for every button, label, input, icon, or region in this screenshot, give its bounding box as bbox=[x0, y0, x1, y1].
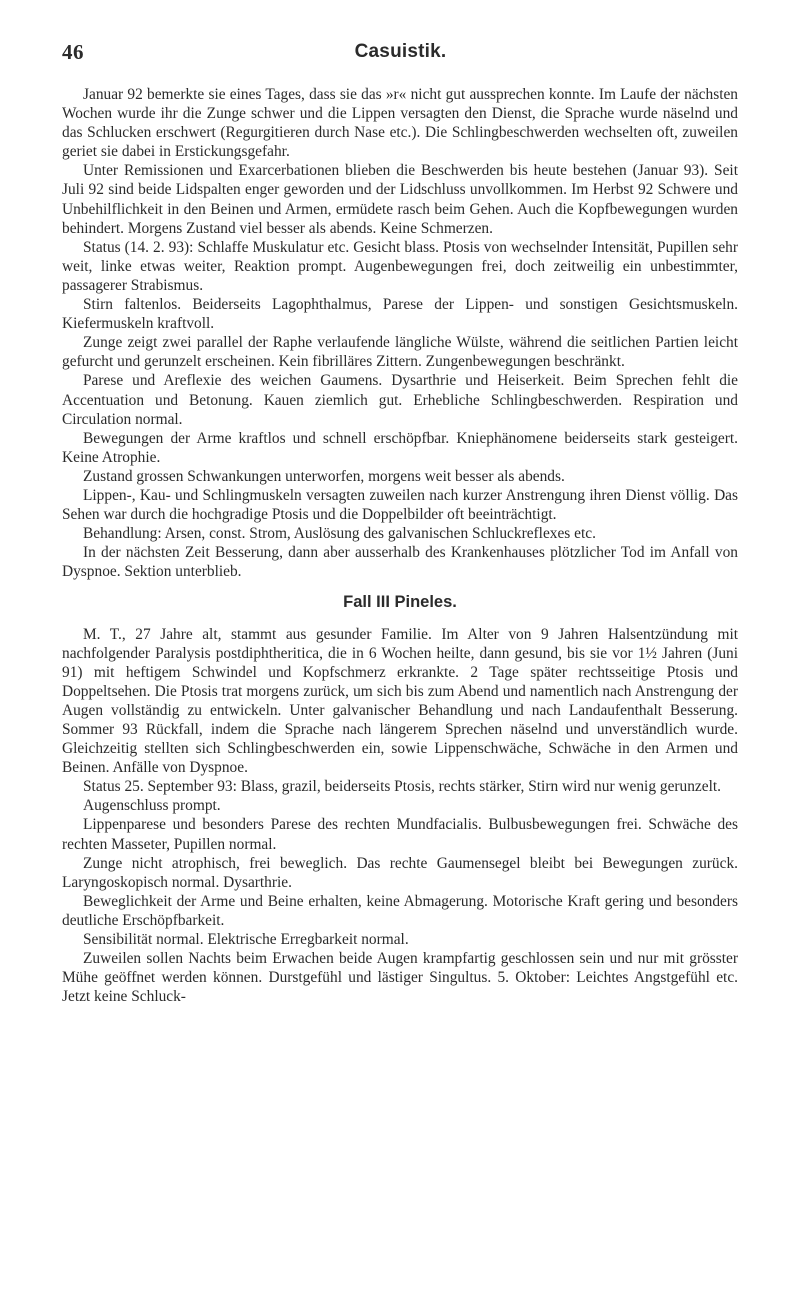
paragraph: Augenschluss prompt. bbox=[83, 797, 221, 815]
paragraph: Stirn faltenlos. Beiderseits Lagophthalmus, Parese der Lippen- und sonstigen Gesichtsmuskeln. Kiefermuskeln kraftvoll. bbox=[62, 296, 738, 333]
page-number: 46 bbox=[62, 40, 84, 64]
body-text bbox=[62, 85, 738, 1006]
paragraph: Parese und Areflexie des weichen Gaumens. Dysarthrie und Heiserkeit. Beim Sprechen fehlt die Accentuation und Betonung. Kauen ziemlich gut. Erhebliche Schlingbeschwerden. Respiration und Circulation normal. bbox=[62, 372, 738, 428]
running-header bbox=[62, 40, 739, 68]
paragraph: Zustand grossen Schwankungen unterworfen, morgens weit besser als abends. bbox=[83, 467, 565, 485]
paragraph: Lippen-, Kau- und Schlingmuskeln versagten zuweilen nach kurzer Anstrengung ihren Dienst völlig. Das Sehen war durch die hochgradige Ptosis und die Doppelbilder oft beeinträchtigt. bbox=[62, 486, 738, 524]
paragraph: Behandlung: Arsen, const. Strom, Auslösung des galvanischen Schluckreflexes etc. bbox=[83, 525, 596, 543]
paragraph: Zuweilen sollen Nachts beim Erwachen beide Augen krampfartig geschlossen sein und nur mit grösster Mühe geöffnet werden können. Durstgefühl und lästiger Singultus. 5. Oktober: Leichtes Angstgefühl etc. Jetzt keine Schluck- bbox=[62, 950, 738, 1006]
paragraph: Sensibilität normal. Elektrische Erregbarkeit normal. bbox=[83, 931, 409, 949]
paragraph: Lippenparese und besonders Parese des rechten Mundfacialis. Bulbusbewegungen frei. Schwäche des rechten Masseter, Pupillen normal. bbox=[62, 816, 738, 853]
running-title: Casuistik. bbox=[354, 41, 447, 62]
paragraph: Status 25. September 93: Blass, grazil, beiderseits Ptosis, rechts stärker, Stirn wird nur wenig gerunzelt. bbox=[83, 778, 721, 796]
paragraph: M. T., 27 Jahre alt, stammt aus gesunder Familie. Im Alter von 9 Jahren Halsentzündung mit nachfolgender Paralysis postdiphtheritica, die in 6 Wochen heilte, dann gesund, bis sie vor 1½ Jahren (Juni 91) mit heftigem Schwindel und Kopfschmerz erkrankte. 2 Tage später rechtsseitige Ptosis und Doppeltsehen. Die Ptosis trat morgens zurück, um sich bis zum Abend und namentlich nach Anstrengung der Augen vollständig zu entwickeln. Unter galvanischer Behandlung und nach Landaufenthalt Besserung. Sommer 93 Rückfall, indem die Sprache nach längerem Sprechen näselnd und unverständlich wurde. Gleichzeitig stellten sich Schlingbeschwerden ein, sowie Lippenschwäche, Schwäche in den Armen und Beinen. Anfälle von Dyspnoe. bbox=[62, 625, 738, 777]
paragraph: Januar 92 bemerkte sie eines Tages, dass sie das »r« nicht gut aussprechen konnte. Im Laufe der nächsten Wochen wurde ihr die Zunge schwer und die Lippen versagten den Dienst, die Sprache wurde näselnd und das Schlucken erschwert (Regurgitieren durch Nase etc.). Die Schlingbeschwerden wechselten oft, zuweilen geriet sie dabei in Erstickungsgefahr. bbox=[62, 86, 738, 161]
paragraph: Status (14. 2. 93): Schlaffe Muskulatur etc. Gesicht blass. Ptosis von wechselnder Intensität, Pupillen sehr weit, linke etwas weiter, Reaktion prompt. Augenbewegungen frei, doch zeitweilig ein unbestimmter, passagerer Strabismus. bbox=[62, 238, 738, 294]
section-heading: Fall III Pineles. bbox=[343, 593, 457, 612]
paragraph: Bewegungen der Arme kraftlos und schnell erschöpfbar. Kniephänomene beiderseits stark gesteigert. Keine Atrophie. bbox=[62, 429, 738, 466]
paragraph: Zunge nicht atrophisch, frei beweglich. Das rechte Gaumensegel bleibt bei Bewegungen zurück. Laryngoskopisch normal. Dysarthrie. bbox=[62, 854, 738, 891]
paragraph: Unter Remissionen und Exarcerbationen blieben die Beschwerden bis heute bestehen (Januar 93). Seit Juli 92 sind beide Lidspalten enger geworden und der Lidschluss unvollkommen. Im Herbst 92 Schwere und Unbehilflichkeit in den Beinen und Armen, ermüdete rasch beim Gehen. Auch die Kopfbewegungen wurden behindert. Morgens Zustand viel besser als abends. Keine Schmerzen. bbox=[62, 162, 738, 237]
paragraph: Zunge zeigt zwei parallel der Raphe verlaufende längliche Wülste, während die seitlichen Partien leicht gefurcht und gerunzelt erscheinen. Kein fibrilläres Zittern. Zungenbewegungen beschränkt. bbox=[62, 334, 738, 371]
paragraph: In der nächsten Zeit Besserung, dann aber ausserhalb des Krankenhauses plötzlicher Tod im Anfall von Dyspnoe. Sektion unterblieb. bbox=[62, 544, 738, 581]
paragraph: Beweglichkeit der Arme und Beine erhalten, keine Abmagerung. Motorische Kraft gering und besonders deutliche Erschöpfbarkeit. bbox=[62, 892, 738, 929]
